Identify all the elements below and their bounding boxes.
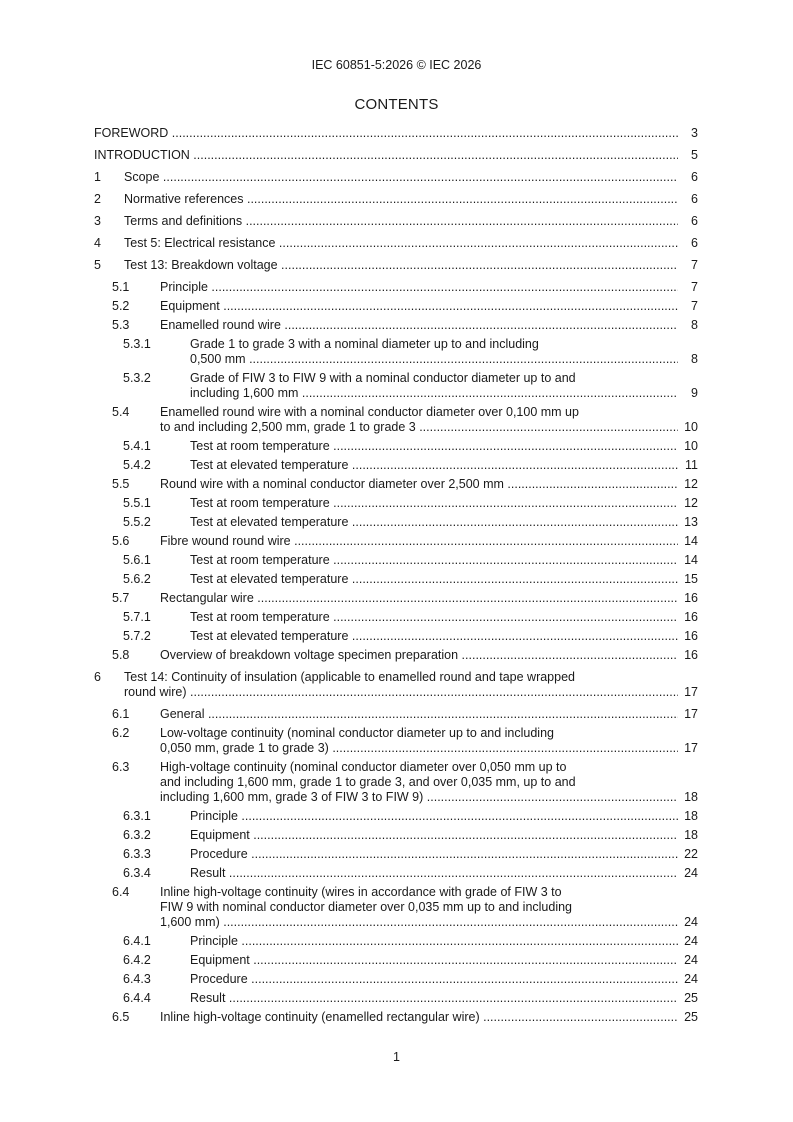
toc-entry[interactable] (94, 496, 698, 511)
toc-entry-page: 18 (684, 828, 698, 842)
toc-entry-number: 5.6 (112, 534, 130, 548)
toc-entry-title: Enamelled round wire ..... (160, 318, 678, 333)
toc-entry-number: 5.6.1 (123, 553, 151, 567)
toc-entry-title-line: Low-voltage continuity (nominal conductor diameter up to and including (160, 726, 554, 740)
toc-entry[interactable] (94, 318, 698, 333)
toc-entry-title-line: High-voltage continuity (nominal conductor diameter over 0,050 mm up to (160, 760, 567, 774)
toc-entry-number: 5.6.2 (123, 572, 151, 586)
toc-entry-number: 6.3 (112, 760, 130, 774)
toc-entry[interactable] (94, 760, 698, 805)
toc-entry[interactable] (94, 707, 698, 722)
toc-entry-page: 16 (684, 648, 698, 662)
toc-entry-page: 5 (691, 148, 698, 162)
toc-entry[interactable] (94, 670, 698, 700)
toc-entry-title (190, 337, 678, 367)
toc-entry-page: 17 (684, 741, 698, 755)
document-header: IEC 60851-5:2026 © IEC 2026 (311, 58, 482, 72)
toc-entry-title: Test at elevated temperature ..... (190, 629, 678, 644)
toc-entry-number: 5.2 (112, 299, 130, 313)
toc-entry-page: 15 (684, 572, 698, 586)
toc-entry[interactable] (94, 866, 698, 881)
toc-entry-page: 6 (691, 214, 698, 228)
toc-entry-title-line: including 1,600 mm ..... (190, 386, 678, 401)
toc-entry-page: 16 (684, 629, 698, 643)
toc-entry-number: 1 (94, 170, 101, 184)
toc-entry-title-line: Grade 1 to grade 3 with a nominal diameter up to and including (190, 337, 539, 351)
toc-entry[interactable] (94, 991, 698, 1006)
toc-entry-title: Procedure ..... (190, 972, 678, 987)
toc-entry-number: 5.4.1 (123, 439, 151, 453)
toc-entry-number: 5.3.1 (123, 337, 151, 351)
toc-entry[interactable] (94, 953, 698, 968)
toc-entry-page: 12 (684, 477, 698, 491)
toc-entry-title: Inline high-voltage continuity (enamelled rectangular wire) ..... (160, 1010, 678, 1025)
toc-entry-page: 25 (684, 1010, 698, 1024)
toc-entry-page: 24 (684, 866, 698, 880)
toc-entry-title-line: round wire) ..... (124, 685, 678, 700)
toc-entry[interactable] (94, 972, 698, 987)
toc-entry-title: General ..... (160, 707, 678, 722)
toc-entry[interactable] (94, 214, 698, 229)
toc-entry-title (160, 405, 678, 435)
toc-entry-page: 13 (684, 515, 698, 529)
toc-entry-page: 17 (684, 685, 698, 699)
toc-entry-page: 16 (684, 610, 698, 624)
toc-entry-number: 5.4 (112, 405, 130, 419)
toc-entry[interactable] (94, 337, 698, 367)
toc-entry-number: 5.5.1 (123, 496, 151, 510)
toc-entry-title: Round wire with a nominal conductor diameter over 2,500 mm ..... (160, 477, 678, 492)
toc-entry-page: 9 (691, 386, 698, 400)
toc-entry-title-line: 0,500 mm ..... (190, 352, 678, 367)
toc-entry-number: 5 (94, 258, 101, 272)
toc-entry[interactable] (94, 280, 698, 295)
toc-entry-title: Procedure ..... (190, 847, 678, 862)
toc-entry-page: 25 (684, 991, 698, 1005)
toc-entry[interactable] (94, 439, 698, 454)
toc-entry[interactable] (94, 629, 698, 644)
toc-entry-number: 4 (94, 236, 101, 250)
toc-entry-number: 6.3.3 (123, 847, 151, 861)
toc-entry-title: Principle ..... (190, 809, 678, 824)
toc-entry-number: 6.5 (112, 1010, 130, 1024)
toc-entry-title: Scope ..... (124, 170, 678, 185)
toc-entry-page: 11 (685, 458, 698, 472)
toc-entry-page: 7 (691, 258, 698, 272)
toc-entry-page: 7 (691, 299, 698, 313)
toc-entry-title: Principle ..... (160, 280, 678, 295)
toc-entry-page: 24 (684, 972, 698, 986)
toc-entry-title (160, 726, 678, 756)
toc-entry-page: 24 (684, 934, 698, 948)
toc-entry-number: 6 (94, 670, 101, 684)
toc-entry-number: 6.4.3 (123, 972, 151, 986)
toc-entry-title (190, 371, 678, 401)
toc-entry-page: 6 (691, 170, 698, 184)
toc-entry-page: 17 (684, 707, 698, 721)
toc-entry-number: 5.4.2 (123, 458, 151, 472)
toc-entry-number: 5.5 (112, 477, 130, 491)
toc-entry-page: 3 (691, 126, 698, 140)
toc-entry-page: 6 (691, 192, 698, 206)
toc-entry-number: 6.4.4 (123, 991, 151, 1005)
toc-entry-title: Result ..... (190, 866, 678, 881)
toc-entry[interactable] (94, 934, 698, 949)
toc-entry-title-line: FIW 9 with nominal conductor diameter over 0,035 mm up to and including (160, 900, 573, 914)
toc-entry-number: 6.4 (112, 885, 130, 899)
toc-entry-number: 5.8 (112, 648, 130, 662)
toc-entry[interactable] (94, 515, 698, 530)
toc-entry[interactable] (94, 828, 698, 843)
toc-entry-title (124, 670, 678, 700)
toc-entry-title: INTRODUCTION ..... (94, 148, 678, 163)
toc-entry-number: 6.3.2 (123, 828, 151, 842)
toc-entry-title-line: Test 14: Continuity of insulation (applicable to enamelled round and tape wrapped (124, 670, 575, 684)
toc-entry-number: 5.7 (112, 591, 130, 605)
toc-entry[interactable] (94, 126, 698, 141)
toc-entry-number: 5.1 (112, 280, 130, 294)
toc-entry-title: Test 5: Electrical resistance ..... (124, 236, 678, 251)
toc-entry-title: Normative references ..... (124, 192, 678, 207)
toc-entry[interactable] (94, 572, 698, 587)
toc-entry-page: 6 (691, 236, 698, 250)
toc-entry[interactable] (94, 236, 698, 251)
toc-entry-page: 18 (684, 790, 698, 804)
toc-entry-number: 6.1 (112, 707, 130, 721)
toc-entry-number: 6.4.1 (123, 934, 151, 948)
toc-entry-title: Equipment ..... (190, 953, 678, 968)
toc-entry-page: 22 (684, 847, 698, 861)
toc-entry[interactable] (94, 371, 698, 401)
toc-entry-page: 14 (684, 553, 698, 567)
toc-entry-number: 5.5.2 (123, 515, 151, 529)
toc-entry-page: 10 (684, 420, 698, 434)
toc-entry[interactable] (94, 405, 698, 435)
toc-entry[interactable] (94, 553, 698, 568)
toc-entry[interactable] (94, 648, 698, 663)
toc-entry-title: Test at elevated temperature ..... (190, 458, 678, 473)
toc-entry[interactable] (94, 726, 698, 756)
toc-entry-number: 5.3.2 (123, 371, 151, 385)
toc-entry[interactable] (94, 809, 698, 824)
toc-entry-title: Principle ..... (190, 934, 678, 949)
toc-entry[interactable] (94, 477, 698, 492)
toc-entry[interactable] (94, 458, 698, 473)
toc-entry[interactable] (94, 591, 698, 606)
table-of-contents (94, 126, 698, 1025)
toc-entry-title: Test 13: Breakdown voltage ..... (124, 258, 678, 273)
toc-entry-title: Test at room temperature ..... (190, 553, 678, 568)
toc-entry-title: Test at elevated temperature ..... (190, 515, 678, 530)
toc-entry-title (160, 885, 678, 930)
toc-entry-number: 6.2 (112, 726, 130, 740)
toc-entry-number: 2 (94, 192, 101, 206)
toc-entry-title-line: 1,600 mm) ..... (160, 915, 678, 930)
toc-entry[interactable] (94, 610, 698, 625)
toc-entry-number: 6.4.2 (123, 953, 151, 967)
toc-entry-title: Equipment ..... (160, 299, 678, 314)
toc-entry-page: 7 (691, 280, 698, 294)
toc-entry-title: Test at room temperature ..... (190, 439, 678, 454)
toc-entry-title-line: and including 1,600 mm, grade 1 to grade 3, and over 0,035 mm, up to and (160, 775, 576, 789)
toc-entry-page: 8 (691, 352, 698, 366)
toc-entry-title: Test at elevated temperature ..... (190, 572, 678, 587)
toc-entry-title-line: 0,050 mm, grade 1 to grade 3) ..... (160, 741, 678, 756)
toc-entry-title: Terms and definitions ..... (124, 214, 678, 229)
toc-entry-page: 14 (684, 534, 698, 548)
toc-entry-title: Test at room temperature ..... (190, 496, 678, 511)
toc-entry[interactable] (94, 1010, 698, 1025)
toc-entry-title: FOREWORD ..... (94, 126, 678, 141)
toc-entry-title: Equipment ..... (190, 828, 678, 843)
toc-entry-number: 6.3.4 (123, 866, 151, 880)
toc-entry-title-line: Inline high-voltage continuity (wires in accordance with grade of FIW 3 to (160, 885, 562, 899)
toc-entry-page: 24 (684, 915, 698, 929)
toc-entry[interactable] (94, 299, 698, 314)
toc-entry[interactable] (94, 847, 698, 862)
toc-entry[interactable] (94, 258, 698, 273)
toc-entry-title-line: Grade of FIW 3 to FIW 9 with a nominal conductor diameter up to and (190, 371, 576, 385)
toc-entry-title (160, 760, 678, 805)
toc-entry-number: 5.7.2 (123, 629, 151, 643)
toc-entry-title: Result ..... (190, 991, 678, 1006)
toc-entry-page: 10 (684, 439, 698, 453)
toc-entry[interactable] (94, 192, 698, 207)
toc-entry-title: Fibre wound round wire ..... (160, 534, 678, 549)
toc-entry-title: Test at room temperature ..... (190, 610, 678, 625)
toc-entry-page: 18 (684, 809, 698, 823)
toc-entry[interactable] (94, 534, 698, 549)
toc-entry-number: 5.7.1 (123, 610, 151, 624)
page-number: 1 (393, 1050, 400, 1064)
toc-entry-page: 16 (684, 591, 698, 605)
toc-entry[interactable] (94, 170, 698, 185)
toc-entry-page: 24 (684, 953, 698, 967)
toc-entry-title: Overview of breakdown voltage specimen preparation ..... (160, 648, 678, 663)
toc-entry-number: 5.3 (112, 318, 130, 332)
toc-entry-number: 3 (94, 214, 101, 228)
toc-entry[interactable] (94, 885, 698, 930)
toc-entry-title-line: Enamelled round wire with a nominal conductor diameter over 0,100 mm up (160, 405, 579, 419)
toc-entry-page: 12 (684, 496, 698, 510)
toc-entry-number: 6.3.1 (123, 809, 151, 823)
toc-entry[interactable] (94, 148, 698, 163)
toc-entry-title-line: to and including 2,500 mm, grade 1 to grade 3 ..... (160, 420, 678, 435)
page-title: CONTENTS (354, 96, 439, 113)
toc-entry-page: 8 (691, 318, 698, 332)
toc-entry-title-line: including 1,600 mm, grade 3 of FIW 3 to FIW 9) ..... (160, 790, 678, 805)
toc-entry-title: Rectangular wire ..... (160, 591, 678, 606)
